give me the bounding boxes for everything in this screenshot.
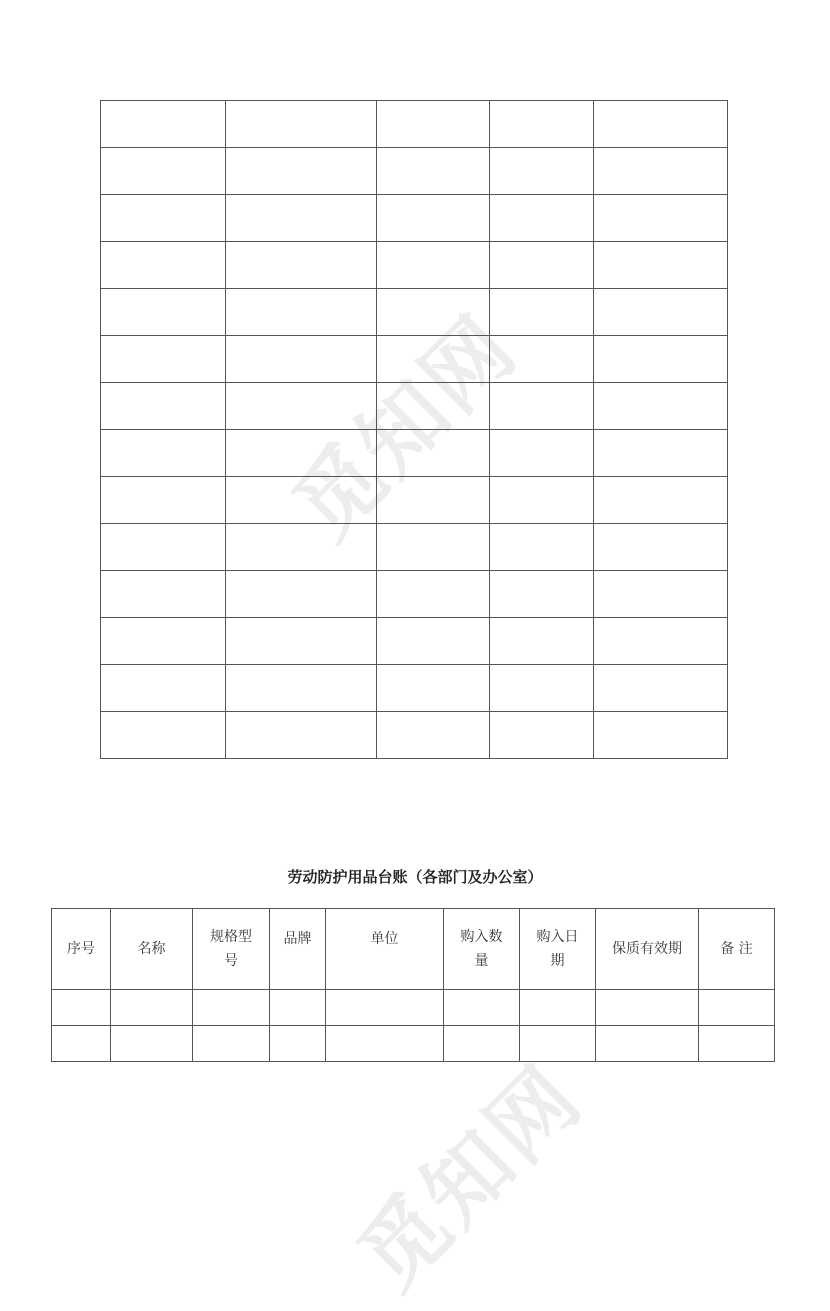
table-cell[interactable] [490,148,594,195]
table-cell[interactable] [52,1026,111,1062]
table-cell[interactable] [699,990,775,1026]
header-line1: 备 注 [720,941,753,957]
table-cell[interactable] [101,101,226,148]
table-cell[interactable] [226,477,377,524]
header-line1: 购入数 [460,929,503,945]
table-cell[interactable] [101,477,226,524]
table-cell[interactable] [226,195,377,242]
table-cell[interactable] [490,242,594,289]
header-remarks [699,909,775,990]
table-cell[interactable] [520,1026,596,1062]
table-row [101,336,728,383]
header-line1: 规格型 [210,929,252,945]
table-row [101,430,728,477]
table-cell[interactable] [270,1026,326,1062]
header-index [52,909,111,990]
table-cell[interactable] [226,242,377,289]
table-cell[interactable] [594,430,728,477]
table-cell[interactable] [226,336,377,383]
ledger-header-row [52,909,775,990]
table-cell[interactable] [52,990,111,1026]
table-cell[interactable] [101,195,226,242]
table-cell[interactable] [101,712,226,759]
table-cell[interactable] [594,148,728,195]
table-cell[interactable] [326,990,444,1026]
table-row [52,990,775,1026]
table-cell[interactable] [377,289,490,336]
table-cell[interactable] [377,712,490,759]
table-cell[interactable] [101,524,226,571]
table-cell[interactable] [490,665,594,712]
header-line2: 期 [550,953,565,969]
table-cell[interactable] [226,430,377,477]
table-cell[interactable] [596,990,699,1026]
table-row [52,1026,775,1062]
table-cell[interactable] [226,571,377,618]
table-cell[interactable] [226,101,377,148]
ledger-body [52,990,775,1062]
header-line1: 名称 [137,941,166,957]
table-row [101,524,728,571]
header-line2: 量 [474,953,489,969]
table-cell[interactable] [490,571,594,618]
table-cell[interactable] [193,990,270,1026]
table-cell[interactable] [594,477,728,524]
table-cell[interactable] [699,1026,775,1062]
table-row [101,148,728,195]
table-cell[interactable] [226,383,377,430]
table-cell[interactable] [377,618,490,665]
table-cell[interactable] [377,524,490,571]
table-cell[interactable] [377,571,490,618]
table-cell[interactable] [594,665,728,712]
empty-grid-table [100,100,728,759]
table-cell[interactable] [377,336,490,383]
table-cell[interactable] [594,289,728,336]
table-cell[interactable] [490,524,594,571]
header-line1: 序号 [67,941,95,957]
ledger-title: 劳动防护用品台账（各部门及办公室） [287,868,543,886]
table-cell[interactable] [594,524,728,571]
table-cell[interactable] [377,148,490,195]
table-cell[interactable] [101,289,226,336]
header-name [111,909,193,990]
table-cell[interactable] [111,990,193,1026]
table-cell[interactable] [101,571,226,618]
table-cell[interactable] [490,430,594,477]
table-cell[interactable] [377,195,490,242]
table-cell[interactable] [101,430,226,477]
table-row [101,101,728,148]
table-row [101,712,728,759]
table-cell[interactable] [270,990,326,1026]
header-spec-model [193,909,270,990]
table-cell[interactable] [226,712,377,759]
table-cell[interactable] [377,383,490,430]
table-cell[interactable] [193,1026,270,1062]
table-cell[interactable] [444,1026,520,1062]
table-cell[interactable] [444,990,520,1026]
table-row [101,195,728,242]
header-line1: 品牌 [283,931,312,947]
table-row [101,383,728,430]
table-row [101,289,728,336]
table-cell[interactable] [594,618,728,665]
table-cell[interactable] [490,289,594,336]
table-cell[interactable] [377,101,490,148]
table-cell[interactable] [377,430,490,477]
table-cell[interactable] [490,383,594,430]
header-line1: 购入日 [536,929,579,945]
empty-grid-body [101,101,728,759]
table-cell[interactable] [101,383,226,430]
table-cell[interactable] [594,383,728,430]
table-row [101,242,728,289]
table-cell[interactable] [490,618,594,665]
table-cell[interactable] [111,1026,193,1062]
watermark-bottom: 觅知网 [339,1046,602,1309]
table-cell[interactable] [594,101,728,148]
table-cell[interactable] [226,618,377,665]
table-cell[interactable] [326,1026,444,1062]
table-cell[interactable] [490,477,594,524]
table-cell[interactable] [377,665,490,712]
table-cell[interactable] [594,242,728,289]
watermark-center: 觅知网 [274,296,537,559]
table-cell[interactable] [596,1026,699,1062]
table-cell[interactable] [594,571,728,618]
table-cell[interactable] [594,336,728,383]
header-line1: 单位 [370,931,399,947]
table-cell[interactable] [101,148,226,195]
table-cell[interactable] [377,242,490,289]
header-line2: 号 [224,953,238,969]
table-row [101,571,728,618]
table-cell[interactable] [377,477,490,524]
table-cell[interactable] [490,712,594,759]
table-cell[interactable] [226,524,377,571]
table-row [101,618,728,665]
header-shelf-life [596,909,699,990]
table-cell[interactable] [101,665,226,712]
header-purchase-qty [444,909,520,990]
table-cell[interactable] [226,289,377,336]
table-cell[interactable] [490,101,594,148]
table-cell[interactable] [594,195,728,242]
table-row [101,477,728,524]
table-cell[interactable] [101,242,226,289]
ledger-table [51,908,775,1062]
table-cell[interactable] [101,336,226,383]
table-cell[interactable] [490,195,594,242]
table-cell[interactable] [226,665,377,712]
header-brand [270,909,326,990]
table-cell[interactable] [520,990,596,1026]
table-cell[interactable] [490,336,594,383]
table-cell[interactable] [101,618,226,665]
header-line1: 保质有效期 [612,941,682,957]
header-purchase-date [520,909,596,990]
table-cell[interactable] [226,148,377,195]
header-unit [326,909,444,990]
table-cell[interactable] [594,712,728,759]
table-row [101,665,728,712]
